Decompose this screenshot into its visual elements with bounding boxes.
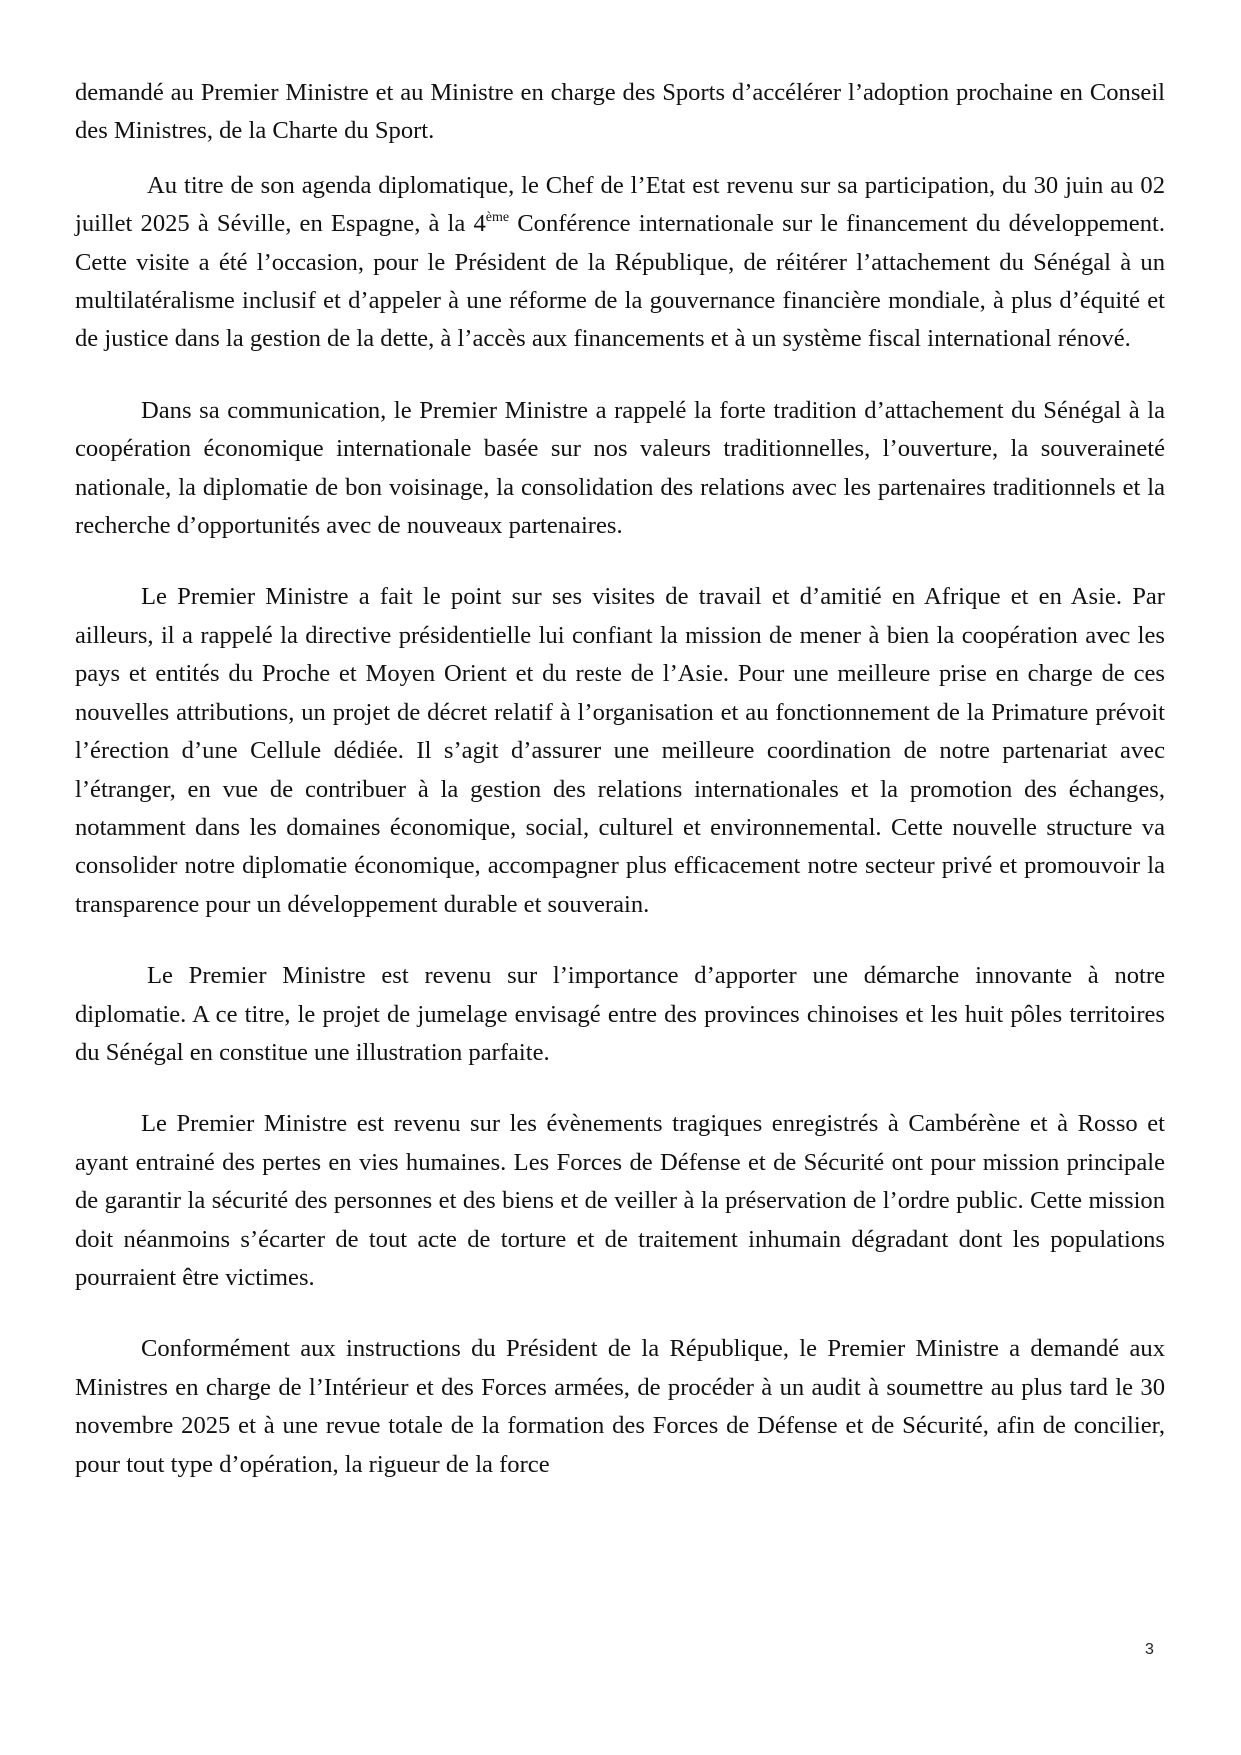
paragraph-text: Conférence internationale sur le financement du développement. Cette visite a été l’occasion, pour le Président de la République, de réitérer l’attachement du Sénégal à un multilatéralisme inclusif et d’appeler à une réforme de la gouvernance financière mondiale, à plus d’équité et de justice dans la gestion de la dette, à l’accès aux financements et à un système fiscal international rénové.: [75, 210, 1165, 353]
ordinal-superscript: ème: [485, 210, 510, 226]
paragraph-continuation: demandé au Premier Ministre et au Ministre en charge des Sports d’accélérer l’adoption prochaine en Conseil des Ministres, de la Charte du Sport.: [75, 79, 1165, 145]
paragraph-tragic-events: Le Premier Ministre est revenu sur les évènements tragiques enregistrés à Cambérène et à Rosso et ayant entrainé des pertes en vies humaines. Les Forces de Défense et de Sécurité ont pour mission principale de garantir la sécurité des personnes et des biens et de veiller à la préservation de l’ordre public. Cette mission doit néanmoins s’écarter de tout acte de torture et de traitement inhumain dégradant dont les populations pourraient être victimes.: [75, 1110, 1165, 1291]
page-number: 3: [1145, 1641, 1154, 1658]
paragraph-pm-communication: Dans sa communication, le Premier Ministre a rappelé la forte tradition d’attachement du Sénégal à la coopération économique internationale basée sur nos valeurs traditionnelles, l’ouverture, la souveraineté nationale, la diplomatie de bon voisinage, la consolidation des relations avec les partenaires traditionnels et la recherche d’opportunités avec de nouveaux partenaires.: [75, 396, 1165, 540]
paragraph-diplomatic-agenda: [75, 167, 1165, 359]
paragraph-pm-visits: Le Premier Ministre a fait le point sur ses visites de travail et d’amitié en Afrique et en Asie. Par ailleurs, il a rappelé la directive présidentielle lui confiant la mission de mener à bien la coopération avec les pays et entités du Proche et Moyen Orient et du reste de l’Asie. Pour une meilleure prise en charge de ces nouvelles attributions, un projet de décret relatif à l’organisation et au fonctionnement de la Primature prévoit l’érection d’une Cellule dédiée. Il s’agit d’assurer une meilleure coordination de notre partenariat avec l’étranger, en vue de contribuer à la gestion des relations internationales et la promotion des échanges, notamment dans les domaines économique, social, culturel et environnemental. Cette nouvelle structure va consolider notre diplomatie économique, accompagner plus efficacement notre secteur privé et promouvoir la transparence pour un développement durable et souverain.: [75, 583, 1165, 918]
paragraph-audit-instructions: Conformément aux instructions du Président de la République, le Premier Ministre a demandé aux Ministres en charge de l’Intérieur et des Forces armées, de procéder à un audit à soumettre au plus tard le 30 novembre 2025 et à une revue totale de la formation des Forces de Défense et de Sécurité, afin de concilier, pour tout type d’opération, la rigueur de la force: [75, 1335, 1165, 1478]
paragraph-innovative-diplomacy: Le Premier Ministre est revenu sur l’importance d’apporter une démarche innovante à notre diplomatie. A ce titre, le projet de jumelage envisagé entre des provinces chinoises et les huit pôles territoires du Sénégal en constitue une illustration parfaite.: [75, 962, 1165, 1066]
paragraph-text: Au titre de son agenda diplomatique, le Chef de l’Etat est revenu sur sa participation, du 30 juin au 02 juillet 2025 à Séville, en Espagne, à la 4: [75, 171, 1165, 238]
document-body: [75, 74, 1165, 1484]
